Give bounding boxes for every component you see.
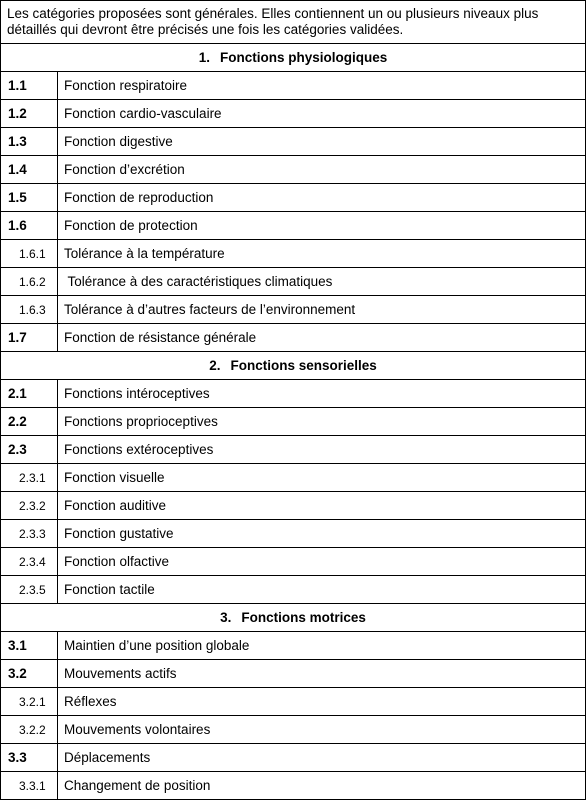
category-code: 3.1 <box>1 632 58 660</box>
category-label: Fonction de reproduction <box>58 184 586 212</box>
category-label: Mouvements volontaires <box>58 716 586 744</box>
section-title-text: Fonctions physiologiques <box>220 50 388 65</box>
category-label: Déplacements <box>58 744 586 772</box>
category-label: Fonction visuelle <box>58 464 586 492</box>
category-code: 3.2.1 <box>1 688 58 716</box>
category-label: Fonctions intéroceptives <box>58 380 586 408</box>
category-code: 1.4 <box>1 156 58 184</box>
section-title-text: Fonctions motrices <box>241 610 366 625</box>
category-label: Fonction d’excrétion <box>58 156 586 184</box>
category-code: 3.3.1 <box>1 772 58 800</box>
category-code: 3.2 <box>1 660 58 688</box>
table-row <box>1 184 586 212</box>
category-label: Fonction cardio-vasculaire <box>58 100 586 128</box>
category-code: 1.2 <box>1 100 58 128</box>
category-code: 2.3.1 <box>1 464 58 492</box>
category-code: 2.3.4 <box>1 548 58 576</box>
table-row <box>1 492 586 520</box>
section-header-row <box>1 352 586 380</box>
table-row <box>1 156 586 184</box>
category-code: 1.6.1 <box>1 240 58 268</box>
table-row <box>1 212 586 240</box>
table-row <box>1 576 586 604</box>
category-label: Tolérance à des caractéristiques climatiques <box>58 268 586 296</box>
category-code: 1.6 <box>1 212 58 240</box>
table-row <box>1 324 586 352</box>
table-row <box>1 464 586 492</box>
section-title-text: Fonctions sensorielles <box>230 358 377 373</box>
intro-row <box>1 1 586 44</box>
section-title <box>1 44 586 72</box>
section-title <box>1 352 586 380</box>
section-header-row <box>1 44 586 72</box>
intro-text: Les catégories proposées sont générales. Elles contiennent un ou plusieurs niveaux plus détaillés qui devront être précisés une fois les catégories validées. <box>1 1 586 44</box>
category-label: Réflexes <box>58 688 586 716</box>
category-label: Fonctions extéroceptives <box>58 436 586 464</box>
table-row <box>1 240 586 268</box>
table-row <box>1 380 586 408</box>
table-row <box>1 436 586 464</box>
table-row <box>1 660 586 688</box>
category-label: Tolérance à la température <box>58 240 586 268</box>
table-row <box>1 688 586 716</box>
table-row <box>1 268 586 296</box>
table-row <box>1 772 586 800</box>
section-number: 2. <box>209 358 221 373</box>
table-row <box>1 744 586 772</box>
category-code: 1.7 <box>1 324 58 352</box>
category-label: Fonction de résistance générale <box>58 324 586 352</box>
category-code: 3.2.2 <box>1 716 58 744</box>
category-label: Maintien d’une position globale <box>58 632 586 660</box>
category-code: 2.3.5 <box>1 576 58 604</box>
category-code: 2.3 <box>1 436 58 464</box>
table-row <box>1 520 586 548</box>
category-code: 1.3 <box>1 128 58 156</box>
category-code: 1.5 <box>1 184 58 212</box>
section-title <box>1 604 586 632</box>
table-row <box>1 632 586 660</box>
category-label: Fonctions proprioceptives <box>58 408 586 436</box>
category-label: Fonction tactile <box>58 576 586 604</box>
category-code: 1.6.2 <box>1 268 58 296</box>
category-code: 1.6.3 <box>1 296 58 324</box>
category-label: Tolérance à d’autres facteurs de l’environnement <box>58 296 586 324</box>
section-number: 3. <box>220 610 232 625</box>
category-code: 2.3.2 <box>1 492 58 520</box>
category-label: Fonction de protection <box>58 212 586 240</box>
table-row <box>1 72 586 100</box>
category-code: 3.3 <box>1 744 58 772</box>
category-code: 2.2 <box>1 408 58 436</box>
table-row <box>1 408 586 436</box>
table-body <box>1 1 586 800</box>
category-code: 2.1 <box>1 380 58 408</box>
category-label: Fonction gustative <box>58 520 586 548</box>
table-row <box>1 296 586 324</box>
category-label: Mouvements actifs <box>58 660 586 688</box>
table-row <box>1 100 586 128</box>
category-label: Fonction olfactive <box>58 548 586 576</box>
table-row <box>1 548 586 576</box>
category-label: Fonction digestive <box>58 128 586 156</box>
category-label: Fonction auditive <box>58 492 586 520</box>
category-code: 1.1 <box>1 72 58 100</box>
section-header-row <box>1 604 586 632</box>
table-row <box>1 716 586 744</box>
category-code: 2.3.3 <box>1 520 58 548</box>
category-label: Fonction respiratoire <box>58 72 586 100</box>
category-label: Changement de position <box>58 772 586 800</box>
table-row <box>1 128 586 156</box>
section-number: 1. <box>198 50 210 65</box>
